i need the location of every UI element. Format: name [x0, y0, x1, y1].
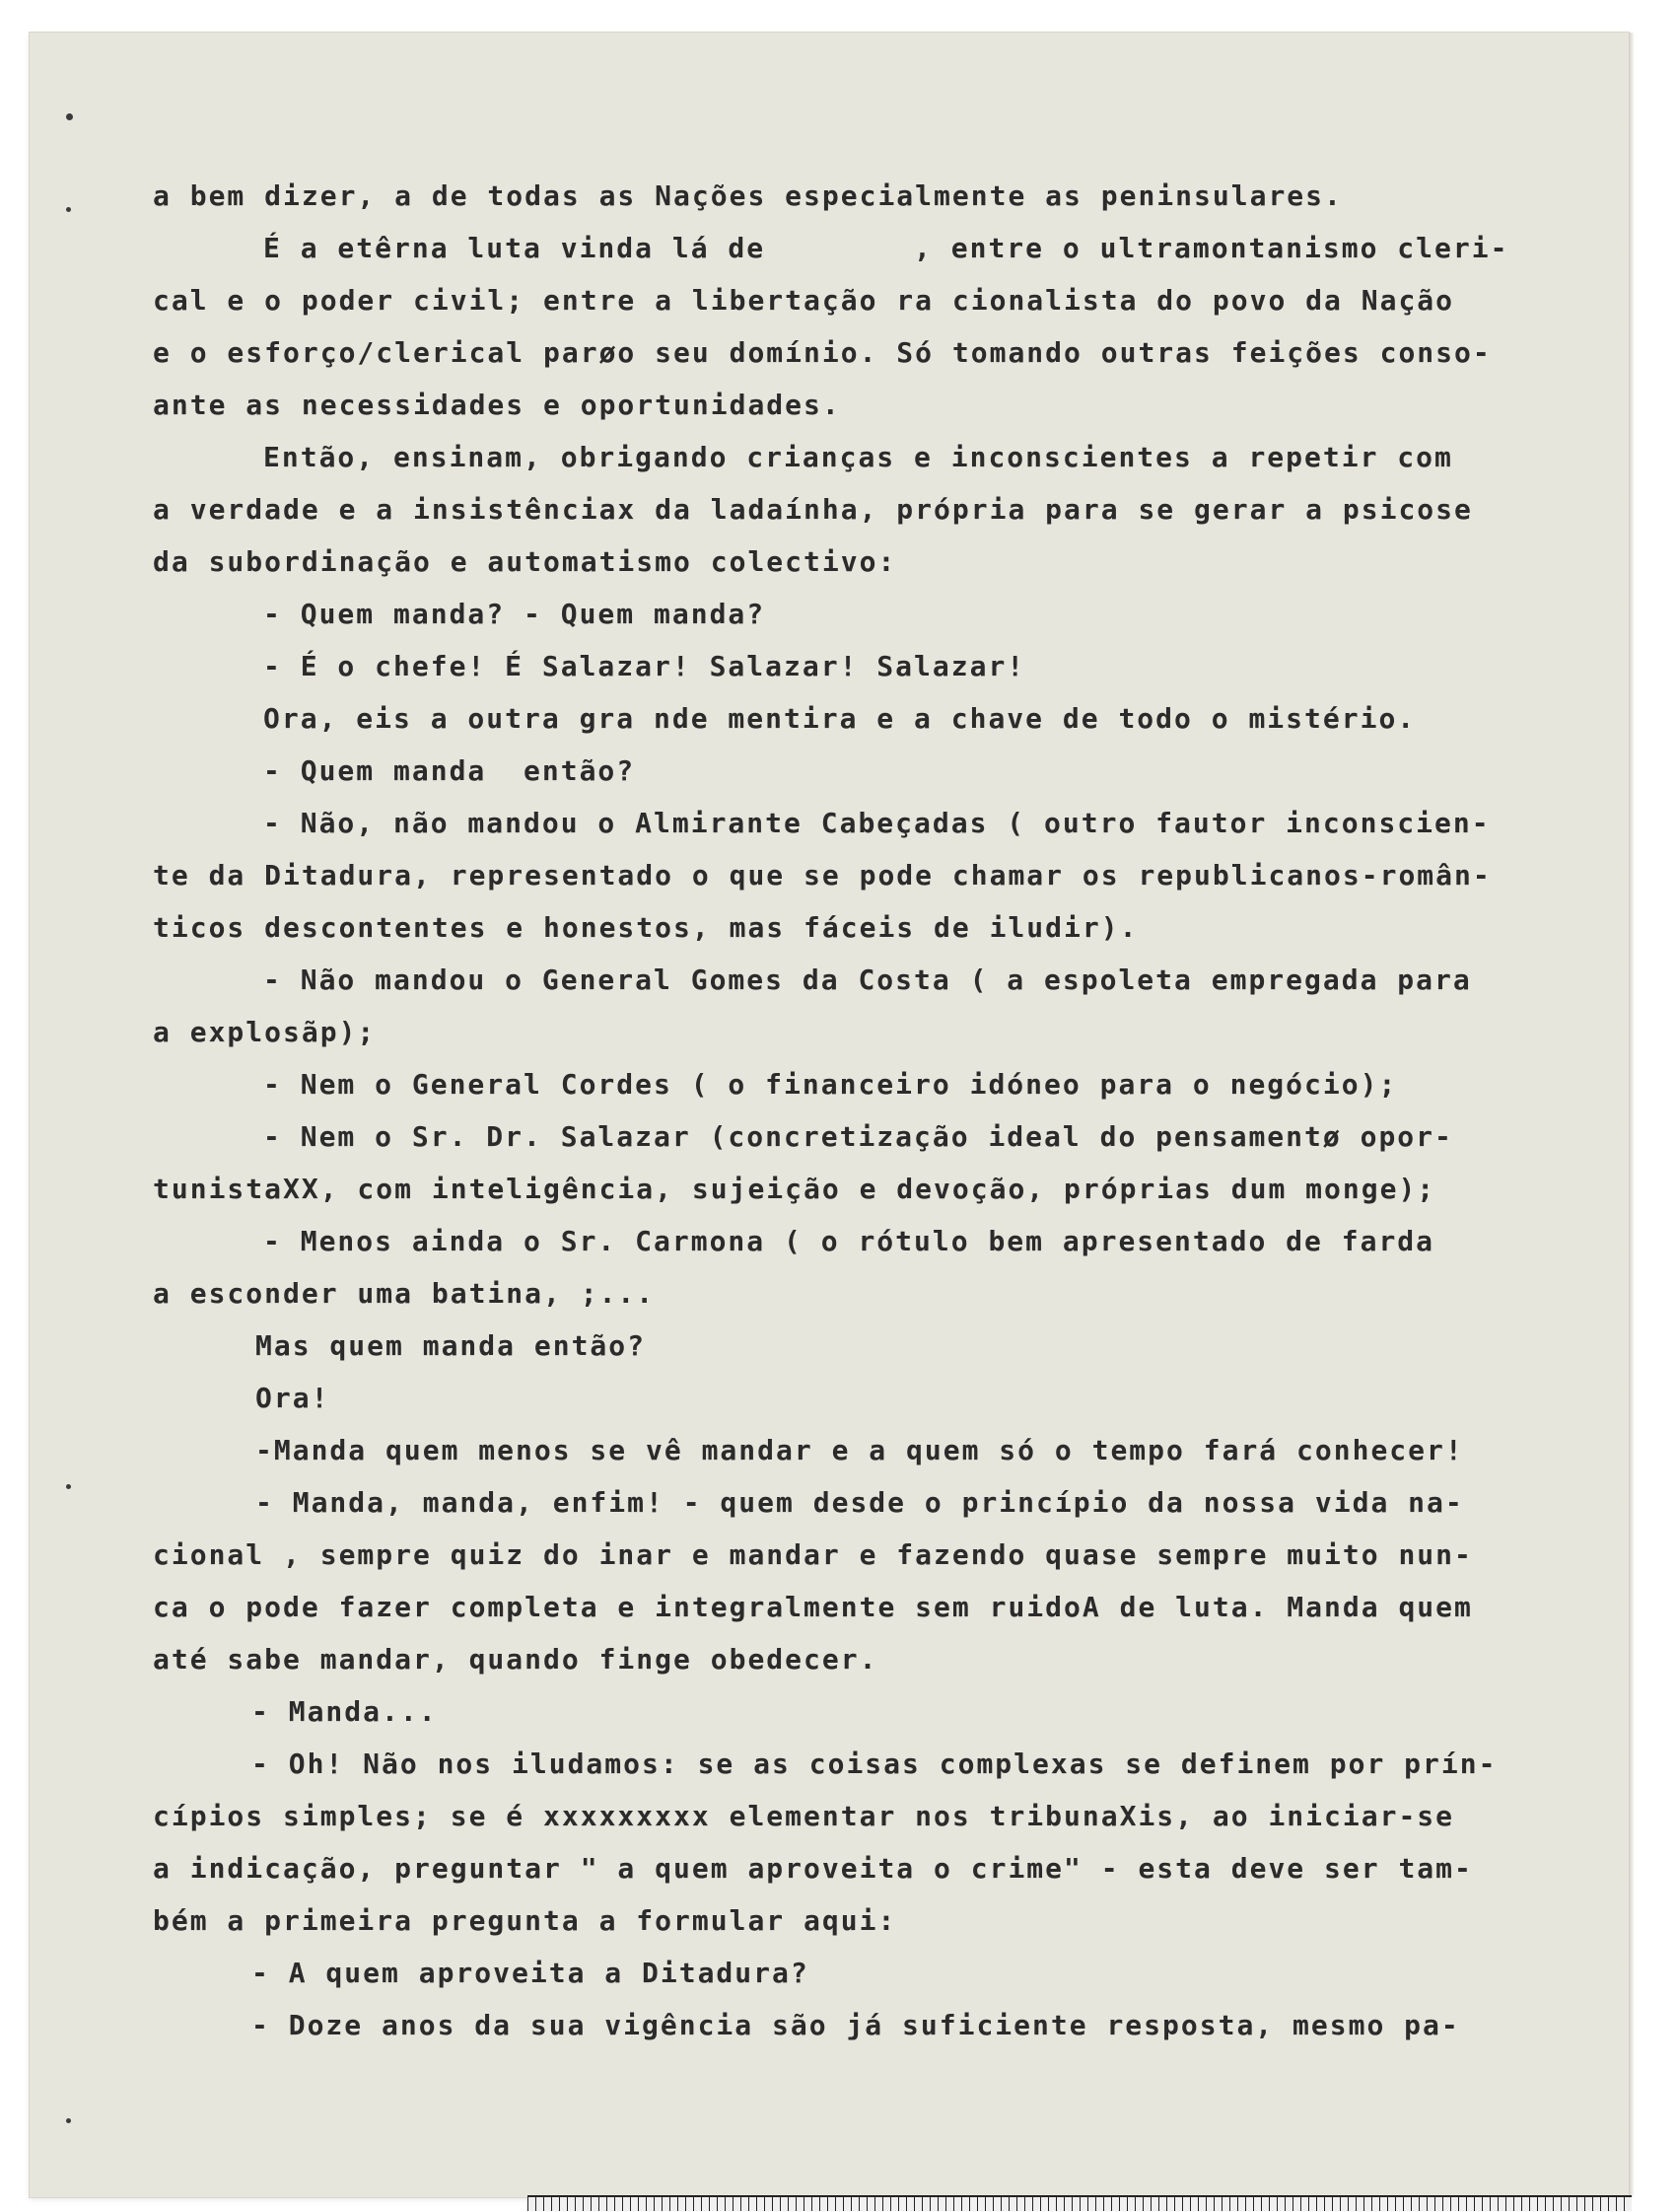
text-line: - Doze anos da sua vigência são já suficiente resposta, mesmo pa-	[251, 2009, 1460, 2041]
scan-ruler	[527, 2195, 1632, 2211]
text-line: e o esforço/clerical parøo seu domínio. Só tomando outras feições conso-	[153, 336, 1492, 369]
text-line: da subordinação e automatismo colectivo:	[153, 545, 897, 578]
text-line: ca o pode fazer completa e integralmente sem ruidoA de luta. Manda quem	[153, 1591, 1473, 1623]
text-line: - Oh! Não nos iludamos: se as coisas complexas se definem por prín-	[251, 1748, 1498, 1780]
text-line: cional , sempre quiz do inar e mandar e fazendo quase sempre muito nun-	[153, 1538, 1473, 1571]
text-line: Então, ensinam, obrigando crianças e inconscientes a repetir com	[263, 441, 1453, 473]
text-line: Mas quem manda então?	[255, 1329, 647, 1362]
text-line: É a etêrna luta vinda lá de , entre o ultramontanismo cleri-	[263, 232, 1509, 264]
text-line: - Não mandou o General Gomes da Costa ( a espoleta empregada para	[263, 963, 1472, 996]
text-line: - A quem aproveita a Ditadura?	[251, 1957, 809, 1989]
text-line: - Quem manda? - Quem manda?	[263, 598, 766, 630]
text-line: - Não, não mandou o Almirante Cabeçadas ( outro fautor inconscien-	[263, 807, 1491, 839]
text-line: - Manda...	[251, 1695, 438, 1728]
punch-hole-mark	[66, 207, 71, 212]
text-line: te da Ditadura, representado o que se pode chamar os republicanos-român-	[153, 859, 1492, 892]
text-line: Ora, eis a outra gra nde mentira e a chave de todo o mistério.	[263, 702, 1417, 735]
text-line: tunistaXX, com inteligência, sujeição e devoção, próprias dum monge);	[153, 1173, 1436, 1205]
document-body	[153, 170, 1553, 2051]
text-line: até sabe mandar, quando finge obedecer.	[153, 1643, 878, 1676]
text-line: Ora!	[255, 1382, 330, 1414]
text-line: -Manda quem menos se vê mandar e a quem só o tempo fará conhecer!	[255, 1434, 1464, 1466]
text-line: - Manda, manda, enfim! - quem desde o princípio da nossa vida na-	[255, 1486, 1464, 1519]
text-line: - Menos ainda o Sr. Carmona ( o rótulo bem apresentado de farda	[263, 1225, 1435, 1257]
text-line: cal e o poder civil; entre a libertação ra cionalista do povo da Nação	[153, 284, 1455, 317]
text-line: - Quem manda então?	[263, 754, 636, 787]
text-line: cípios simples; se é xxxxxxxxx elementar nos tribunaXis, ao iniciar-se	[153, 1800, 1455, 1832]
text-line: a esconder uma batina, ;...	[153, 1277, 656, 1310]
text-line: a verdade e a insistênciax da ladaínha, própria para se gerar a psicose	[153, 493, 1473, 526]
text-line: ticos descontentes e honestos, mas fáceis de iludir).	[153, 911, 1139, 944]
text-line: bém a primeira pregunta a formular aqui:	[153, 1904, 897, 1937]
punch-hole-mark	[66, 2118, 71, 2123]
punch-hole-mark	[66, 113, 73, 120]
text-line: - É o chefe! É Salazar! Salazar! Salazar!	[263, 650, 1026, 682]
text-line: - Nem o Sr. Dr. Salazar (concretização ideal do pensamentø opor-	[263, 1120, 1453, 1153]
punch-hole-mark	[66, 1484, 71, 1489]
text-line: a bem dizer, a de todas as Nações especialmente as peninsulares.	[153, 179, 1343, 212]
text-line: ante as necessidades e oportunidades.	[153, 389, 841, 421]
text-line: a indicação, preguntar " a quem aproveita o crime" - esta deve ser tam-	[153, 1852, 1473, 1885]
text-line: - Nem o General Cordes ( o financeiro idóneo para o negócio);	[263, 1068, 1398, 1101]
page-edge-shadow	[1629, 33, 1635, 2197]
text-line: a explosãp);	[153, 1016, 377, 1048]
